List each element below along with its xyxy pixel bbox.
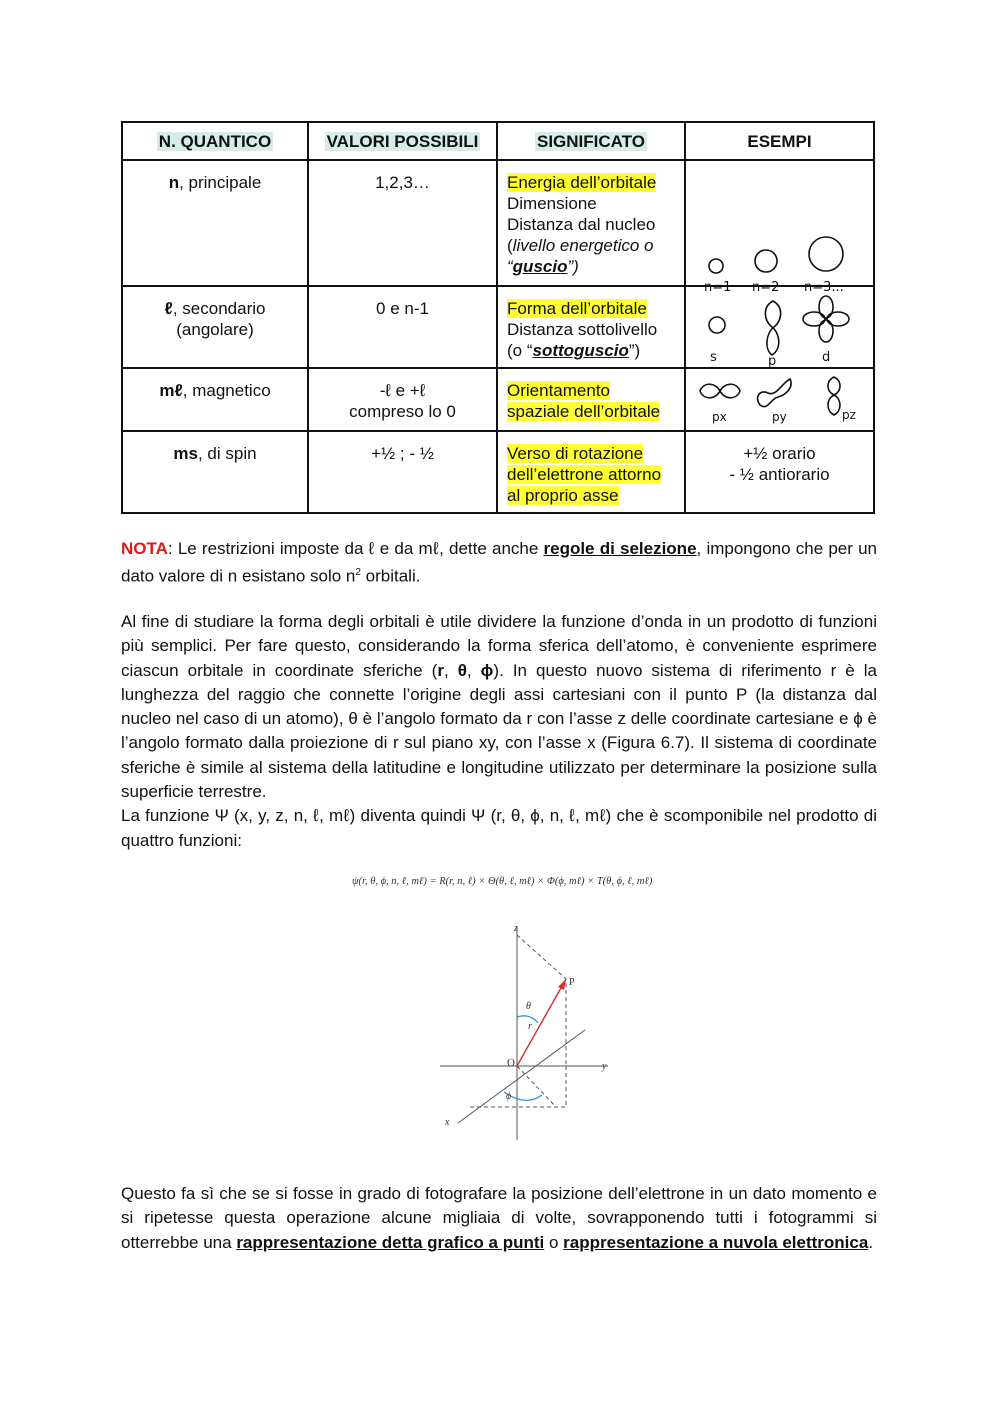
label-theta: θ	[526, 1001, 531, 1012]
label-y: y	[602, 1061, 607, 1072]
row-ml-name: mℓ, magnetico	[122, 368, 308, 431]
pz-orbital-icon	[828, 377, 840, 415]
spherical-coordinates-paragraph: Al fine di studiare la forma degli orbitali è utile dividere la funzione d’onda in un prodotto di funzioni più semplici. Per fare questo, considerando la forma sferica dell’atomo, è conveniente esprimere ciascun orbitale in coordinate sferiche (r, θ, ϕ). In questo nuovo sistema di riferimento r è la lunghezza del raggio che connette l’origine degli assi cartesiani con il punto P (la distanza dal nucleo nel caso di un atomo), θ è l’angolo formato da r con l’asse z delle coordinate cartesiane e ϕ è l’angolo formato dalla proiezione di r sul piano xy, con l’asse x (Figura 6.7). Il sistema di coordinate sferiche è simile al sistema della latitudine e longitudine utilizzato per determinare la posizione sulla superficie terrestre. La funzione Ψ (x, y, z, n, ℓ, mℓ) diventa quindi Ψ (r, θ, ϕ, n, ℓ, mℓ) che è scomponibile nel prodotto di quattro funzioni:	[121, 612, 877, 850]
label-origin: O	[507, 1057, 515, 1069]
label-n2: n=2	[752, 280, 780, 295]
header-n-quantico: N. QUANTICO	[122, 122, 308, 160]
spherical-coordinates-figure	[430, 915, 620, 1145]
row-ms-meaning: Verso di rotazione dell’elettrone attorno al proprio asse	[497, 431, 685, 513]
label-phi: ϕ	[506, 1091, 512, 1102]
row-l-meaning: Forma dell’orbitale Distanza sottolivello (o “sottoguscio”)	[497, 286, 685, 368]
r-vector	[517, 979, 566, 1066]
table-row	[122, 368, 874, 431]
label-p: p	[768, 354, 777, 369]
label-r: r	[528, 1021, 532, 1032]
py-orbital-icon	[758, 379, 792, 407]
label-pz: pz	[842, 408, 856, 422]
wavefunction-formula: ψ(r, θ, ϕ, n, ℓ, mℓ) = R(r, n, ℓ) × Θ(θ, ℓ, mℓ) × Φ(ϕ, mℓ) × T(θ, ϕ, ℓ, mℓ)	[352, 876, 653, 887]
px-orbital-icon	[700, 384, 740, 398]
label-s: s	[710, 350, 717, 365]
header-esempi: ESEMPI	[685, 122, 874, 160]
label-x: x	[445, 1117, 450, 1128]
orbital-orientation-sketch	[686, 369, 872, 428]
quantum-numbers-table	[121, 121, 875, 514]
label-px: px	[712, 410, 727, 424]
p-orbital-icon	[765, 301, 780, 355]
orbital-n3-icon	[809, 237, 843, 271]
row-ms-values: +½ ; - ½	[308, 431, 497, 513]
header-significato: SIGNIFICATO	[497, 122, 685, 160]
electron-cloud-paragraph: Questo fa sì che se si fosse in grado di fotografare la posizione dell’elettrone in un dato momento e si ripetesse questa operazione alcune migliaia di volte, sovrapponendo tutti i fotogrammi si otterrebbe una rappresentazione detta grafico a punti o rappresentazione a nuvola elettronica.	[121, 1184, 877, 1252]
row-ml-examples	[685, 368, 874, 431]
nota-paragraph: NOTA: Le restrizioni imposte da ℓ e da mℓ, dette anche regole di selezione, impongono che per un dato valore di n esistano solo $n^2$ orbitali.	[121, 539, 877, 586]
table-row	[122, 160, 874, 286]
row-ms-name: ms, di spin	[122, 431, 308, 513]
label-d: d	[822, 350, 831, 365]
label-n1: n=1	[704, 280, 732, 295]
table-row	[122, 431, 874, 513]
row-ml-meaning: Orientamento spaziale dell’orbitale	[497, 368, 685, 431]
label-py: py	[772, 410, 787, 424]
row-n-examples	[685, 160, 874, 295]
header-valori-possibili: VALORI POSSIBILI	[308, 122, 497, 160]
orbital-shape-sketch	[686, 287, 872, 369]
row-n-values: 1,2,3…	[308, 160, 497, 286]
row-l-name: ℓ, secondario (angolare)	[122, 286, 308, 368]
r-arrow-head	[558, 979, 566, 990]
label-n3: n=3...	[804, 280, 844, 295]
s-orbital-icon	[709, 317, 725, 333]
label-z: z	[514, 923, 518, 934]
shell-size-sketch	[686, 161, 872, 295]
xy-projection-lines	[470, 1066, 566, 1107]
row-n-meaning: Energia dell’orbitale Dimensione Distanza dal nucleo (livello energetico o “guscio”)	[497, 160, 685, 286]
projection-lines	[517, 935, 566, 1066]
row-l-values: 0 e n-1	[308, 286, 497, 368]
row-ms-examples: +½ orario - ½ antiorario	[685, 431, 874, 513]
r-projection	[517, 1066, 556, 1107]
orbital-n2-icon	[755, 250, 777, 272]
row-ml-values: -ℓ e +ℓ compreso lo 0	[308, 368, 497, 431]
row-n-name: n, principale	[122, 160, 308, 286]
d-orbital-icon	[803, 296, 849, 342]
row-l-examples	[685, 286, 874, 368]
table-header-row	[122, 122, 874, 160]
orbital-n1-icon	[709, 259, 723, 273]
label-p-point: P	[569, 977, 575, 988]
table-row	[122, 286, 874, 368]
